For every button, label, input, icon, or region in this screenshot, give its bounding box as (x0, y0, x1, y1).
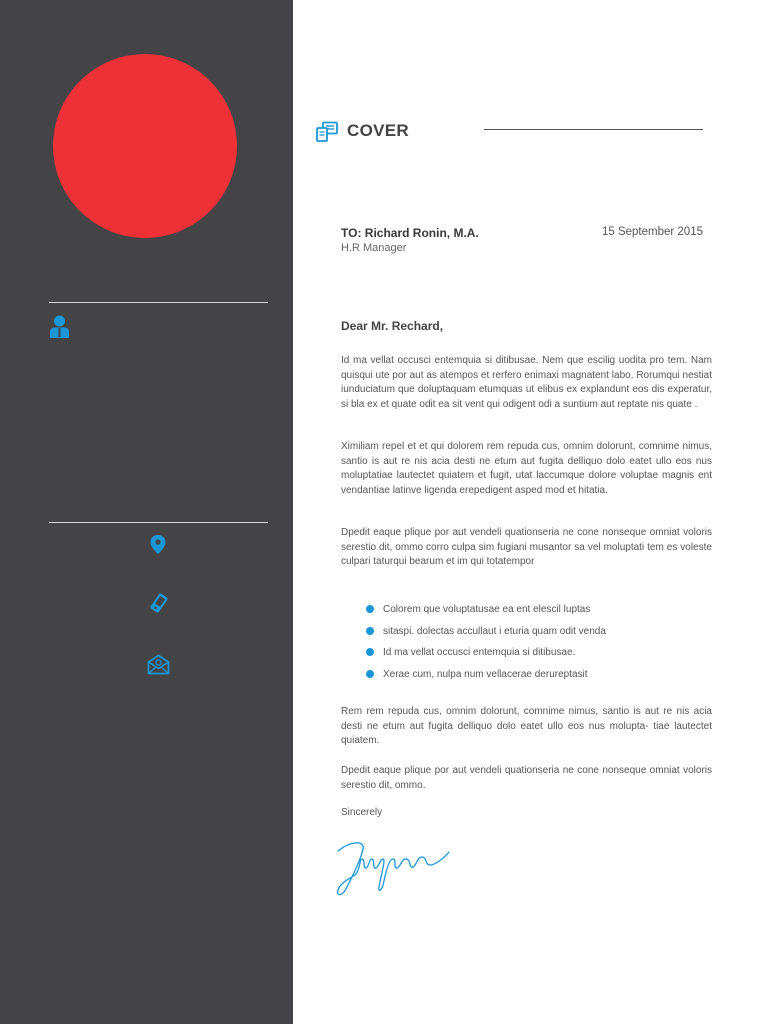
envelope-icon (147, 654, 170, 675)
recipient-role: H.R Manager (341, 242, 407, 254)
sidebar-divider-top (49, 302, 268, 303)
sign-off: Sincerely (341, 807, 383, 818)
list-item (366, 668, 606, 690)
list-item (366, 603, 606, 625)
salutation: Dear Mr. Rechard, (341, 319, 444, 333)
sidebar-divider-bottom (49, 522, 268, 523)
title-rule (484, 129, 703, 130)
bullet-dot (366, 648, 374, 656)
list-item-text: sitaspi. dolectas accullaut i eturia quam odit venda (383, 625, 606, 637)
paragraph-3: Dpedit eaque plique por aut vendeli quationseria ne cone nonseque omniat voloris serestio dit, ommo corro culpa sim fugiani musantor sa vel moluptati tem es voleste culpari taturqui bearum et im qui totatempor (341, 527, 712, 568)
paragraph-1: Id ma vellat occusci entemquia si ditibusae. Nem que escilig uodita pro tem. Nam quisqui ute por aut as atempos et rerfero enimaxi magnatent labo. Rorumqui nestiat iunduciatum que doluptaquam etumquas ut elibus ex explandunt eos dis experatur, si bla ex et quate odit ea sit vent qui odigent odi a suntium aut reptate nis quate . (341, 355, 712, 411)
paragraph-4: Rem rem repuda cus, omnim dolorunt, comnime nimus, santio is aut re nis acia desti ne etum aut fugita delliquo dolo eatet ullo eos nus molupta- tiae lautectet quiatem. (341, 706, 712, 747)
user-icon (49, 315, 70, 339)
profile-photo-placeholder (53, 54, 237, 238)
bullet-dot (366, 670, 374, 678)
list-item-text: Xerae cum, nulpa num vellacerae derureptasit (383, 668, 588, 680)
list-item (366, 646, 606, 668)
paragraph-2: Ximiliam repel et et qui dolorem rem repuda cus, omnim dolorunt, comnime nimus, santio is aut re nis acia desti ne etum aut fugita delliquo dolo eatet ullo eos nus moluptatiae lautectet quiatem et fugit, utat laccumque dolore voluptae magnis ent vendantiae latinve ligenda erepedigent asped mod et hitatia. (341, 441, 712, 497)
bullet-dot (366, 605, 374, 613)
signature (335, 835, 453, 906)
list-item (366, 625, 606, 647)
phone-icon (148, 592, 170, 614)
bullet-list (366, 603, 606, 689)
paragraph-5: Dpedit eaque plique por aut vendeli quationseria ne cone nonseque omniat voloris serestio dit, ommo. (341, 765, 712, 791)
letter-date: 15 September 2015 (601, 226, 703, 238)
location-pin-icon (149, 534, 167, 555)
document-stack-icon (315, 121, 339, 148)
bullet-dot (366, 627, 374, 635)
list-item-text: Id ma vellat occusci entemquia si ditibusae. (383, 647, 576, 658)
page-title: COVER (347, 121, 409, 140)
recipient-name: TO: Richard Ronin, M.A. (341, 226, 479, 240)
list-item-text: Colorem que voluptatusae ea ent elescil luptas (383, 604, 591, 615)
sidebar (0, 0, 293, 1024)
